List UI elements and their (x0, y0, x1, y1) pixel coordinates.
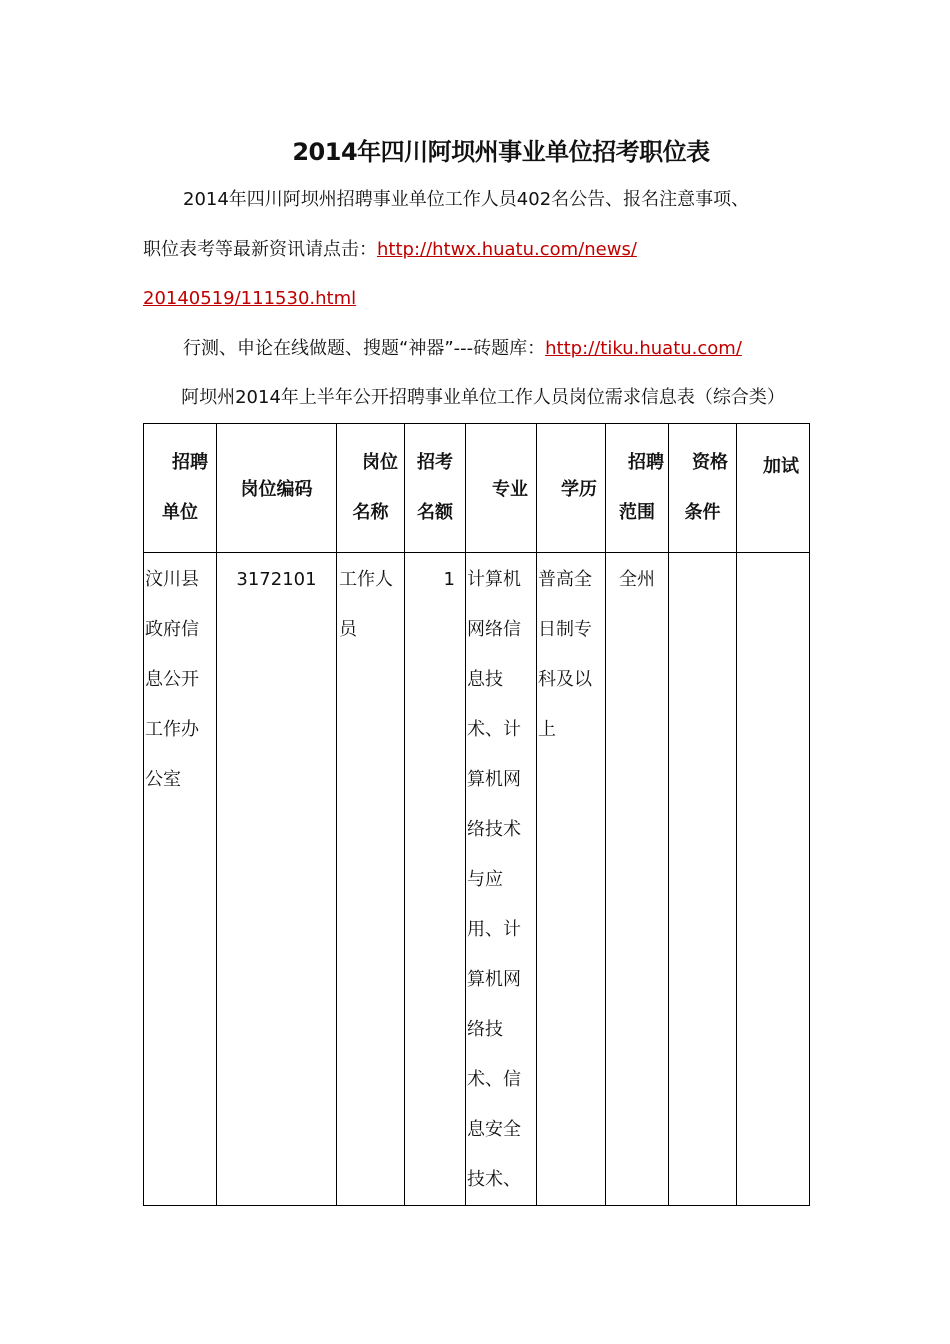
cell-code-text: 3172101 (236, 569, 317, 590)
news-link-part-1[interactable]: http://htwx.huatu.com/news/ (377, 239, 637, 260)
cell-education-text: 普高全日制专科及以上 (538, 569, 592, 740)
tiku-text: 行测、申论在线做题、搜题“神器”---砖题库： (183, 338, 546, 359)
header-education: 学历 (537, 424, 606, 553)
cell-major-text: 计算机网络信息技术、计算机网络技术与应用、计算机网络技术、信息安全技术、 (467, 569, 521, 1190)
cell-unit-text: 汶川县政府信息公开工作办公室 (145, 569, 199, 790)
tiku-link[interactable]: http://tiku.huatu.com/ (545, 338, 742, 359)
cell-quota (405, 553, 466, 1206)
header-code: 岗位编码 (217, 424, 337, 553)
header-major: 专业 (466, 424, 537, 553)
header-qualification-line-1: 资格 (692, 452, 728, 473)
table-header-row (144, 424, 810, 553)
header-quota-line-2: 名额 (417, 502, 453, 523)
cell-qualification-text (669, 553, 736, 555)
header-name-line-1: 岗位 (362, 452, 398, 473)
header-name (337, 424, 405, 553)
intro-line-1: 2014年四川阿坝州招聘事业单位工作人员402名公告、报名注意事项、 (183, 189, 750, 210)
cell-range-text: 全州 (619, 569, 655, 590)
header-unit-line-2: 单位 (162, 502, 198, 523)
header-quota-line-1: 招考 (417, 452, 453, 473)
header-range-line-2: 范围 (619, 502, 655, 523)
header-qualification (669, 424, 737, 553)
header-extra: 加试 (737, 424, 810, 553)
cell-code (217, 553, 337, 1206)
cell-qualification (669, 553, 737, 1206)
header-range (606, 424, 669, 553)
cell-education (537, 553, 606, 1206)
table-row (144, 553, 810, 1206)
cell-name-text: 工作人员 (339, 569, 393, 640)
header-quota (405, 424, 466, 553)
header-name-line-2: 名称 (352, 502, 389, 523)
header-range-line-1: 招聘 (628, 452, 664, 473)
cell-unit (144, 553, 217, 1206)
cell-range (606, 553, 669, 1206)
tiku-line (183, 337, 742, 361)
document-title: 2014年四川阿坝州事业单位招考职位表 (292, 138, 710, 166)
intro-line-2-text: 职位表考等最新资讯请点击： (143, 239, 377, 260)
cell-extra (737, 553, 810, 1206)
header-qualification-line-2: 条件 (684, 502, 721, 523)
positions-table (143, 423, 810, 1206)
intro-line-3 (143, 287, 356, 311)
header-unit-line-1: 招聘 (172, 452, 208, 473)
cell-extra-text (737, 553, 809, 555)
intro-line-2 (143, 238, 637, 262)
cell-major (466, 553, 537, 1206)
cell-quota-text: 1 (443, 569, 455, 590)
header-unit (144, 424, 217, 553)
cell-name (337, 553, 405, 1206)
table-caption: 阿坝州2014年上半年公开招聘事业单位工作人员岗位需求信息表（综合类） (181, 387, 785, 408)
news-link-part-2[interactable]: 20140519/111530.html (143, 288, 357, 309)
